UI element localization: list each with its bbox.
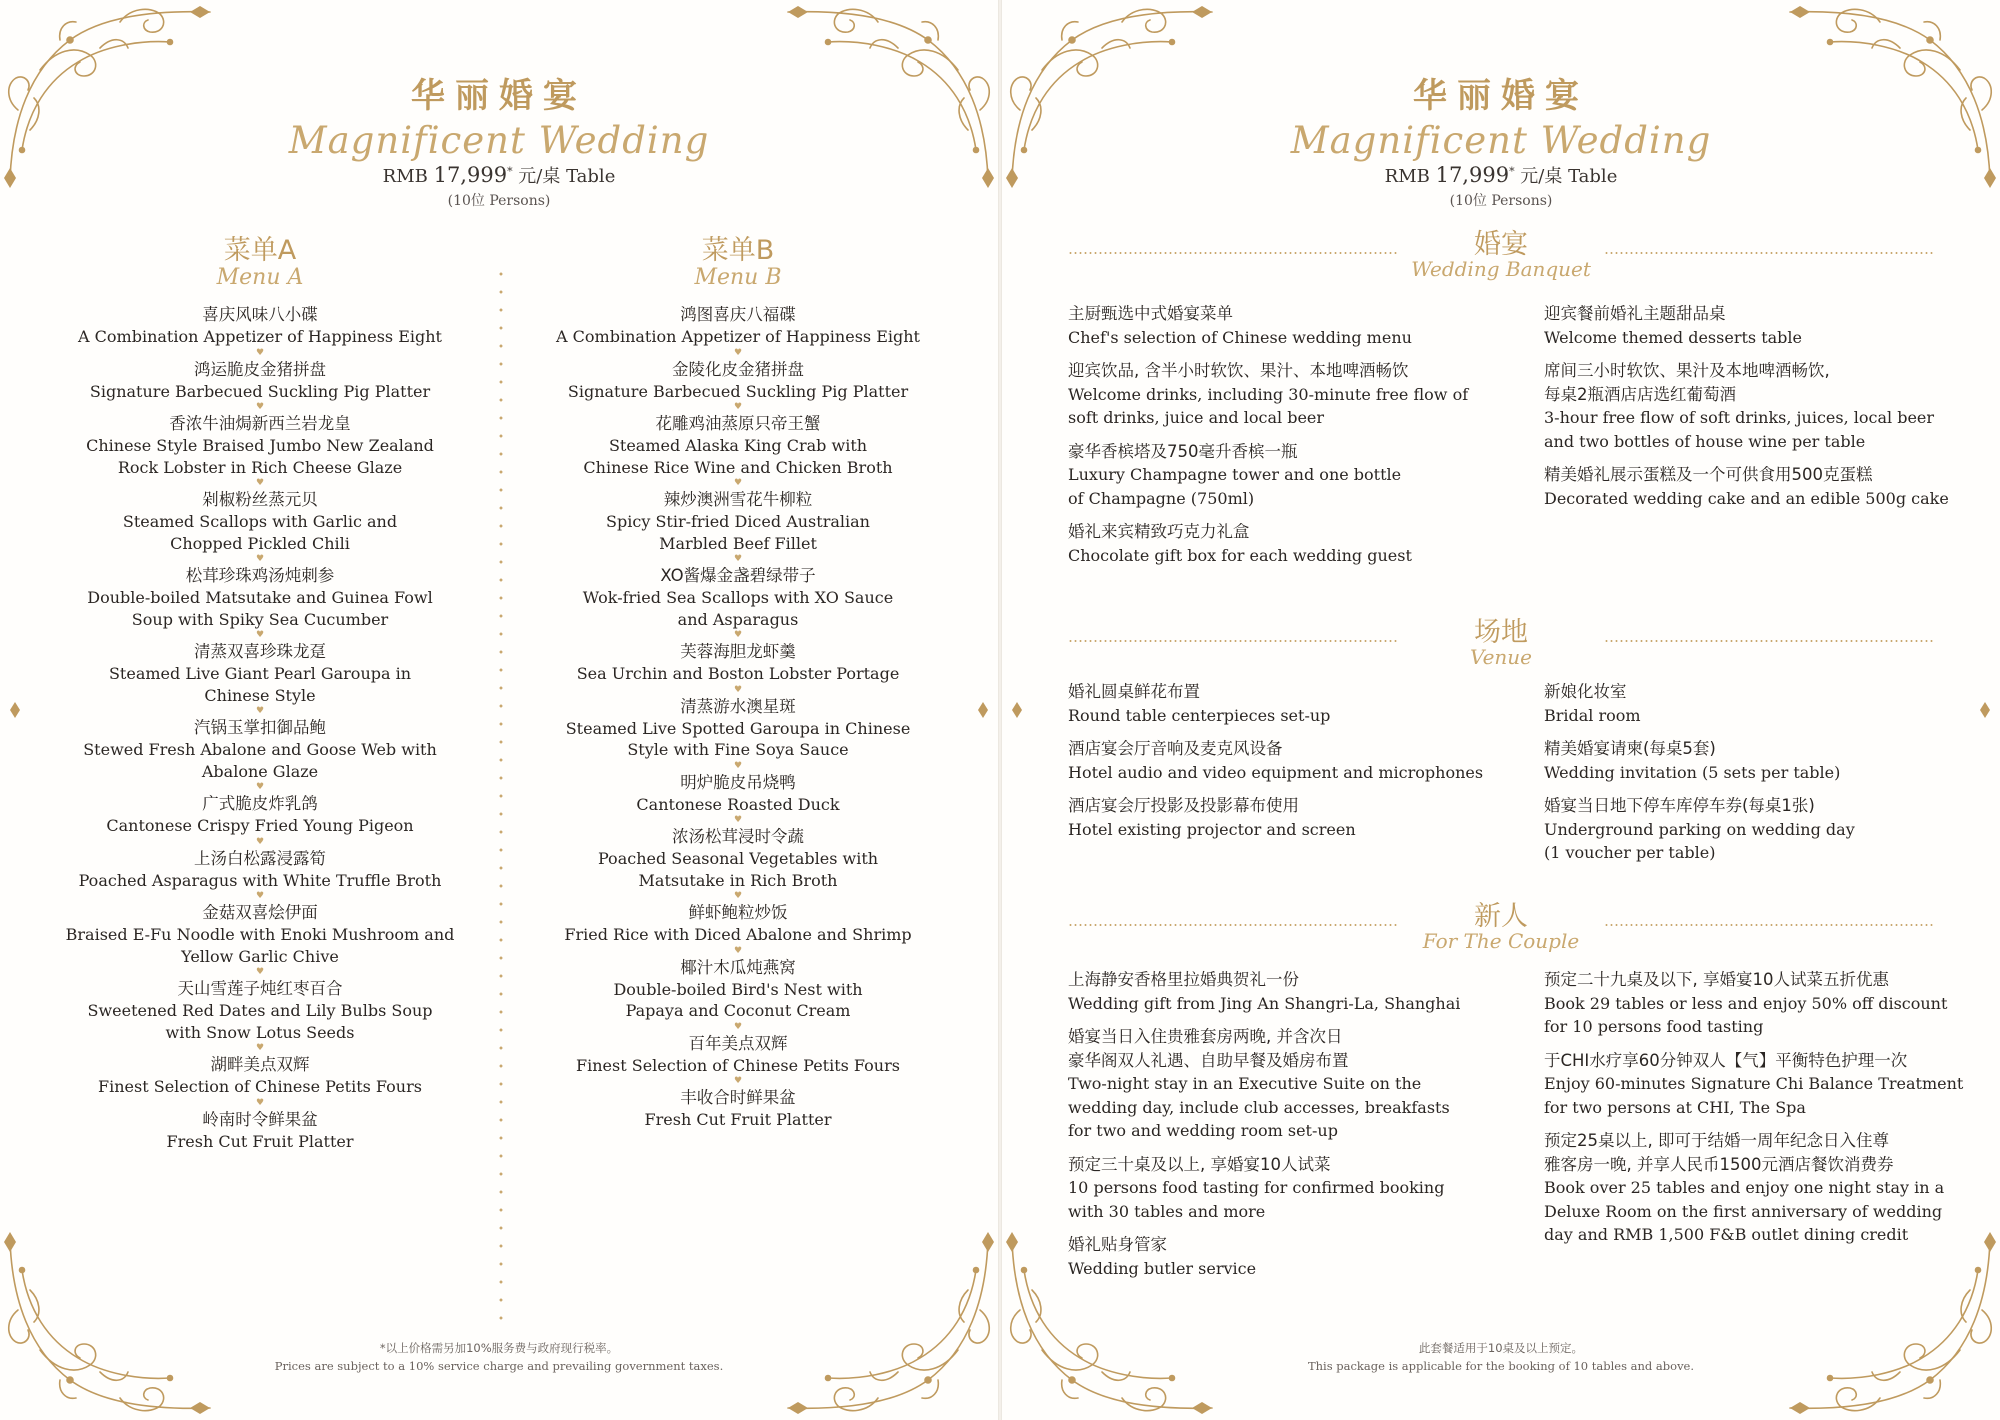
dish-name-en: Abalone Glaze [201, 761, 319, 781]
package-item [1068, 737, 1508, 784]
package-item-en: Underground parking on wedding day [1544, 819, 1855, 839]
package-item-en: Deluxe Room on the first anniversary of wedding [1544, 1201, 1943, 1221]
dish-name-zh: 香浓牛油焗新西兰岩龙皇 [169, 414, 351, 433]
package-item-en: for two persons at CHI, The Spa [1544, 1097, 1806, 1117]
package-item-en: (1 voucher per table) [1544, 843, 1716, 862]
package-item-zh: 豪华阁双人礼遇、自助早餐及婚房布置 [1068, 1050, 1349, 1070]
package-item-en: Book 29 tables or less and enjoy 50% off discount [1544, 993, 1948, 1013]
corner-flourish-icon [1770, 1230, 2000, 1420]
heart-divider-icon: ♥ [255, 1043, 265, 1053]
dish-name-zh: 百年美点双辉 [688, 1033, 788, 1053]
package-item-zh: 婚宴当日入住贵雅套房两晚, 并含次日 [1068, 1027, 1343, 1046]
package-item-en: with 30 tables and more [1068, 1201, 1266, 1221]
dish-name-en: Poached Asparagus with White Truffle Broth [78, 870, 442, 890]
package-item-en: Luxury Champagne tower and one bottle [1068, 465, 1402, 484]
heart-divider-icon: ♥ [255, 967, 265, 977]
side-diamond-icon [10, 702, 20, 718]
price-value: 17,999 [1435, 163, 1510, 187]
dish-name-zh: 天山雪莲子炖红枣百合 [177, 979, 343, 998]
package-item [1544, 794, 1984, 865]
menu-dish [60, 304, 460, 348]
menu-dish [538, 565, 938, 630]
banquet-right-items [1544, 302, 1984, 520]
dish-name-zh: 汽锅玉掌扣御品鲍 [194, 718, 326, 737]
heart-divider-icon: ♥ [255, 554, 265, 564]
dish-name-en: Finest Selection of Chinese Petits Fours [98, 1077, 422, 1096]
section-dotted-line [1068, 640, 1398, 642]
header-title-zh: 华丽婚宴 [1413, 76, 1589, 116]
dish-name-zh: 岭南时令鲜果盆 [202, 1109, 318, 1129]
header-persons: (10位 Persons) [447, 193, 551, 209]
dish-name-en: Spicy Stir-fried Diced Australian [606, 512, 870, 531]
package-item [1068, 440, 1508, 511]
dish-name-en: Double-boiled Matsutake and Guinea Fowl [87, 588, 433, 607]
menu-dish [538, 1033, 938, 1077]
package-item-en: Hotel existing projector and screen [1068, 819, 1356, 839]
dish-name-en: Chopped Pickled Chili [170, 533, 350, 553]
menu-dish [60, 717, 460, 782]
corner-flourish-icon [0, 1230, 230, 1420]
menu-dish [60, 413, 460, 478]
menu-b-column [538, 228, 938, 1131]
dish-name-zh: 湖畔美点双辉 [210, 1055, 310, 1074]
package-item [1068, 1233, 1508, 1280]
header-price [1002, 162, 2000, 188]
menu-dish [60, 793, 460, 837]
corner-flourish-icon [768, 1230, 998, 1420]
package-item-en: Hotel audio and video equipment and microphones [1068, 762, 1484, 782]
dish-name-en: Style with Fine Soya Sauce [627, 740, 849, 759]
package-item-zh: 每桌2瓶酒店店选红葡萄酒 [1544, 384, 1736, 404]
dish-name-en: Steamed Live Spotted Garoupa in Chinese [565, 718, 911, 738]
heart-divider-icon: ♥ [255, 478, 265, 488]
package-item-en: Chef's selection of Chinese wedding menu [1068, 327, 1412, 347]
package-item [1068, 520, 1508, 567]
price-suffix: 元/桌 Table [512, 166, 616, 187]
package-item [1544, 1049, 1984, 1120]
page-header [1002, 68, 2000, 210]
price-prefix: RMB [382, 166, 434, 187]
section-dotted-line [1068, 252, 1398, 254]
package-item-zh: 迎宾饮品, 含半小时软饮、果汁、本地啤酒畅饮 [1068, 361, 1409, 380]
package-item-zh: 酒店宴会厅投影及投影幕布使用 [1068, 796, 1299, 815]
package-item-en: Wedding butler service [1068, 1258, 1257, 1278]
package-item-zh: 婚礼圆桌鲜花布置 [1068, 682, 1200, 701]
dish-name-en: Steamed Scallops with Garlic and [122, 512, 398, 531]
dish-name-en: Chinese Style Braised Jumbo New Zealand [86, 436, 434, 455]
menu-dish [60, 902, 460, 967]
dish-name-en: A Combination Appetizer of Happiness Eight [78, 327, 442, 346]
venue-title-script: Venue [1469, 645, 1533, 669]
dish-name-en: with Snow Lotus Seeds [165, 1022, 355, 1042]
package-item-zh: 预定25桌以上, 即可于结婚一周年纪念日入住尊 [1544, 1131, 1889, 1150]
menu-b-title-zh: 菜单B [701, 235, 775, 266]
package-item [1544, 680, 1984, 727]
dish-name-en: Stewed Fresh Abalone and Goose Web with [83, 740, 437, 759]
package-item-zh: 婚礼贴身管家 [1068, 1235, 1167, 1254]
package-item-zh: 预定二十九桌及以下, 享婚宴10人试菜五折优惠 [1544, 970, 1889, 989]
package-item [1544, 359, 1984, 453]
package-item [1068, 968, 1508, 1015]
menu-dish [60, 359, 460, 403]
menu-dish [538, 826, 938, 891]
dish-name-zh: 清蒸游水澳星斑 [680, 696, 796, 716]
menu-dish [538, 304, 938, 348]
menu-dish [538, 902, 938, 946]
couple-right-items [1544, 968, 1984, 1257]
dish-name-en: Signature Barbecued Suckling Pig Platter [89, 381, 431, 401]
heart-divider-icon: ♥ [255, 1097, 265, 1108]
price-prefix: RMB [1384, 166, 1436, 187]
menu-dish [60, 565, 460, 630]
banquet-title-zh: 婚宴 [1474, 229, 1528, 260]
package-item-zh: 上海静安香格里拉婚典贺礼一份 [1068, 970, 1299, 989]
package-item-en: Round table centerpieces set-up [1068, 705, 1331, 725]
dish-name-zh: 芙蓉海胆龙虾羹 [680, 642, 796, 661]
package-item-en: Welcome themed desserts table [1544, 327, 1802, 347]
dish-name-en: Chinese Style [204, 685, 316, 705]
heart-divider-icon: ♥ [733, 945, 743, 956]
package-item [1068, 680, 1508, 727]
dish-name-zh: XO酱爆金盏碧绿带子 [660, 566, 816, 585]
dish-name-zh: 广式脆皮炸乳鸽 [202, 794, 318, 813]
package-item-zh: 精美婚礼展示蛋糕及一个可供食用500克蛋糕 [1544, 465, 1873, 484]
header-title-script: Magnificent Wedding [288, 119, 710, 162]
package-item [1544, 302, 1984, 349]
dish-name-zh: 丰收合时鲜果盆 [680, 1088, 796, 1107]
menu-dish [538, 696, 938, 761]
package-item [1544, 968, 1984, 1039]
couple-title-zh: 新人 [1474, 901, 1528, 932]
couple-section-head [1068, 894, 1934, 953]
package-item-en: day and RMB 1,500 F&B outlet dining credit [1544, 1225, 1909, 1244]
package-item [1544, 737, 1984, 784]
package-item-en: Wedding invitation (5 sets per table) [1544, 762, 1841, 782]
heart-divider-icon: ♥ [733, 891, 743, 901]
heart-divider-icon: ♥ [255, 706, 265, 716]
dish-name-zh: 鲜虾鲍粒炒饭 [688, 903, 788, 922]
dish-name-zh: 鸿运脆皮金猪拼盘 [194, 359, 326, 379]
dish-name-en: Signature Barbecued Suckling Pig Platter [567, 381, 909, 401]
heart-divider-icon: ♥ [733, 760, 743, 771]
dish-name-en: Cantonese Roasted Duck [636, 794, 840, 814]
package-item-zh: 豪华香槟塔及750毫升香槟一瓶 [1068, 441, 1298, 461]
banquet-left-items [1068, 302, 1508, 577]
dish-name-en: Marbled Beef Fillet [659, 533, 817, 553]
menu-dish [538, 641, 938, 685]
menu-dish [538, 413, 938, 478]
header-title-script: Magnificent Wedding [1290, 119, 1712, 162]
package-item-en: for 10 persons food tasting [1544, 1017, 1764, 1036]
left-footer-en: Prices are subject to a 10% service charge and prevailing government taxes. [274, 1359, 724, 1373]
dish-name-zh: 浓汤松茸浸时令蔬 [672, 827, 804, 846]
package-item-en: Welcome drinks, including 30-minute free flow of [1068, 384, 1469, 404]
price-suffix: 元/桌 Table [1514, 166, 1618, 187]
menu-dish [538, 772, 938, 816]
dish-name-zh: 辣炒澳洲雪花牛柳粒 [663, 490, 813, 509]
package-item-zh: 雅客房一晚, 并享人民币1500元酒店餐饮消费券 [1544, 1154, 1894, 1174]
dish-name-zh: 金菇双喜烩伊面 [202, 903, 318, 922]
dish-name-zh: 剁椒粉丝蒸元贝 [202, 490, 318, 509]
price-mark: * [1509, 165, 1515, 178]
dish-name-en: Sea Urchin and Boston Lobster Portage [576, 664, 900, 683]
venue-left-items [1068, 680, 1508, 851]
left-page [0, 0, 998, 1420]
menu-a-title [60, 228, 460, 290]
couple-title-script: For The Couple [1422, 929, 1580, 953]
package-item-en: 3-hour free flow of soft drinks, juices, local beer [1544, 408, 1935, 427]
section-dotted-line [1604, 252, 1934, 254]
header-title-zh: 华丽婚宴 [411, 76, 587, 116]
heart-divider-icon: ♥ [255, 347, 265, 358]
package-item [1068, 1153, 1508, 1224]
heart-divider-icon: ♥ [255, 402, 265, 412]
right-footer-zh: 此套餐适用于10桌及以上预定。 [1418, 1341, 1584, 1355]
dish-name-en: Sweetened Red Dates and Lily Bulbs Soup [87, 1001, 433, 1020]
heart-divider-icon: ♥ [733, 1021, 743, 1032]
dish-name-zh: 上汤白松露浸露筍 [194, 848, 326, 868]
menu-dish [60, 641, 460, 706]
package-item-zh: 于CHI水疗享60分钟双人【气】平衡特色护理一次 [1544, 1050, 1908, 1070]
menu-dish [60, 1054, 460, 1098]
venue-title-zh: 场地 [1474, 617, 1528, 648]
package-item-zh: 预定三十桌及以上, 享婚宴10人试菜 [1068, 1154, 1331, 1174]
package-item-en: Bridal room [1544, 705, 1641, 725]
page-header [0, 68, 998, 210]
banquet-section-head [1068, 222, 1934, 281]
right-page [1002, 0, 2000, 1420]
dish-name-zh: 清蒸双喜珍珠龙趸 [194, 642, 326, 661]
heart-divider-icon: ♥ [733, 630, 743, 640]
dish-name-en: Steamed Live Giant Pearl Garoupa in [108, 664, 412, 683]
dish-name-zh: 明炉脆皮吊烧鸭 [680, 772, 796, 792]
dish-name-en: Papaya and Coconut Cream [625, 1001, 851, 1020]
package-item [1544, 463, 1984, 510]
dish-name-zh: 花雕鸡油蒸原只帝王蟹 [655, 414, 821, 433]
heart-divider-icon: ♥ [733, 402, 743, 412]
dish-name-en: Poached Seasonal Vegetables with [597, 849, 879, 868]
menu-dish [60, 978, 460, 1043]
side-diamond-icon [978, 702, 988, 718]
menu-dish [538, 489, 938, 554]
venue-section-head [1068, 610, 1934, 669]
dish-name-en: Fresh Cut Fruit Platter [644, 1110, 832, 1129]
package-item-en: Two-night stay in an Executive Suite on the [1068, 1074, 1422, 1093]
heart-divider-icon: ♥ [255, 891, 265, 901]
dish-name-en: Steamed Alaska King Crab with [608, 436, 868, 455]
dish-name-en: Soup with Spiky Sea Cucumber [131, 609, 389, 629]
menu-b-dish-list [538, 304, 938, 1131]
menu-dish [538, 1087, 938, 1131]
menu-b-title-script: Menu B [694, 265, 782, 290]
package-item-en: Chocolate gift box for each wedding guest [1068, 545, 1412, 565]
package-item-zh: 新娘化妆室 [1544, 682, 1627, 701]
banquet-title-script: Wedding Banquet [1411, 257, 1591, 281]
heart-divider-icon: ♥ [255, 836, 265, 847]
menu-a-column [60, 228, 460, 1152]
section-dotted-line [1604, 640, 1934, 642]
package-item-zh: 主厨甄选中式婚宴菜单 [1068, 304, 1233, 323]
dish-name-en: Finest Selection of Chinese Petits Fours [576, 1055, 900, 1075]
menu-a-title-script: Menu A [216, 265, 304, 290]
dish-name-en: Cantonese Crispy Fried Young Pigeon [106, 816, 414, 835]
heart-divider-icon: ♥ [733, 1076, 743, 1086]
menu-dish [538, 359, 938, 403]
header-persons: (10位 Persons) [1449, 193, 1553, 209]
section-dotted-line [1604, 924, 1934, 926]
dish-name-zh: 鸿图喜庆八福碟 [680, 305, 796, 324]
package-item-zh: 席间三小时软饮、果汁及本地啤酒畅饮, [1544, 361, 1830, 380]
package-item-zh: 酒店宴会厅音响及麦克风设备 [1068, 739, 1283, 758]
column-divider [499, 265, 503, 1320]
heart-divider-icon: ♥ [733, 347, 743, 358]
dish-name-zh: 喜庆风味八小碟 [202, 305, 318, 324]
package-item-en: soft drinks, juice and local beer [1068, 408, 1325, 427]
package-item [1068, 1025, 1508, 1143]
package-item [1068, 359, 1508, 430]
heart-divider-icon: ♥ [733, 554, 743, 564]
price-mark: * [507, 165, 513, 178]
package-item [1068, 302, 1508, 349]
dish-name-en: Rock Lobster in Rich Cheese Glaze [117, 457, 403, 477]
heart-divider-icon: ♥ [733, 684, 743, 695]
dish-name-en: Fried Rice with Diced Abalone and Shrimp [564, 925, 912, 944]
package-item-zh: 精美婚宴请柬(每桌5套) [1544, 739, 1716, 758]
menu-dish [60, 489, 460, 554]
package-item-en: for two and wedding room set-up [1068, 1121, 1338, 1140]
header-price [0, 162, 998, 188]
package-item-en: of Champagne (750ml) [1068, 488, 1255, 508]
dish-name-en: and Asparagus [677, 609, 799, 629]
package-item-en: Wedding gift from Jing An Shangri-La, Shanghai [1068, 993, 1461, 1013]
package-item-en: 10 persons food tasting for confirmed booking [1068, 1178, 1445, 1197]
menu-a-dish-list [60, 304, 460, 1152]
heart-divider-icon: ♥ [255, 782, 265, 792]
package-item-zh: 迎宾餐前婚礼主题甜品桌 [1544, 304, 1726, 323]
package-item-zh: 婚宴当日地下停车库停车券(每桌1张) [1544, 796, 1815, 815]
dish-name-en: Yellow Garlic Chive [181, 946, 339, 966]
dish-name-en: Fresh Cut Fruit Platter [166, 1131, 354, 1151]
package-item-zh: 婚礼来宾精致巧克力礼盒 [1068, 522, 1250, 541]
package-item-en: Decorated wedding cake and an edible 500g cake [1544, 488, 1949, 508]
package-item-en: wedding day, include club accesses, breakfasts [1068, 1097, 1450, 1117]
dish-name-en: Chinese Rice Wine and Chicken Broth [583, 457, 893, 477]
dish-name-zh: 松茸珍珠鸡汤炖刺参 [185, 566, 335, 585]
package-item [1068, 794, 1508, 841]
package-item-en: Enjoy 60-minutes Signature Chi Balance Treatment [1544, 1074, 1964, 1093]
menu-dish [538, 957, 938, 1022]
dish-name-en: Matsutake in Rich Broth [638, 870, 838, 890]
dish-name-zh: 金陵化皮金猪拼盘 [672, 359, 804, 379]
package-item-en: and two bottles of house wine per table [1544, 431, 1866, 451]
menu-a-title-zh: 菜单A [223, 235, 297, 266]
dish-name-en: A Combination Appetizer of Happiness Eight [556, 327, 920, 346]
menu-dish [60, 1109, 460, 1153]
menu-b-title [538, 228, 938, 290]
left-footer [0, 1340, 998, 1373]
dish-name-zh: 椰汁木瓜炖燕窝 [680, 957, 796, 977]
heart-divider-icon: ♥ [255, 630, 265, 640]
heart-divider-icon: ♥ [733, 478, 743, 488]
left-footer-zh: *以上价格需另加10%服务费与政府现行税率。 [379, 1341, 619, 1355]
right-footer [1002, 1340, 2000, 1373]
dish-name-en: Braised E-Fu Noodle with Enoki Mushroom and [65, 925, 455, 944]
price-value: 17,999 [433, 163, 508, 187]
heart-divider-icon: ♥ [733, 815, 743, 825]
venue-right-items [1544, 680, 1984, 875]
package-item-en: Book over 25 tables and enjoy one night stay in a [1544, 1178, 1945, 1197]
right-footer-en: This package is applicable for the booking of 10 tables and above. [1307, 1359, 1695, 1373]
dish-name-en: Double-boiled Bird's Nest with [613, 979, 863, 999]
package-item [1544, 1129, 1984, 1247]
couple-left-items [1068, 968, 1508, 1290]
section-dotted-line [1068, 924, 1398, 926]
dish-name-en: Wok-fried Sea Scallops with XO Sauce [582, 588, 894, 607]
menu-dish [60, 848, 460, 892]
side-diamond-icon [1012, 702, 1022, 718]
